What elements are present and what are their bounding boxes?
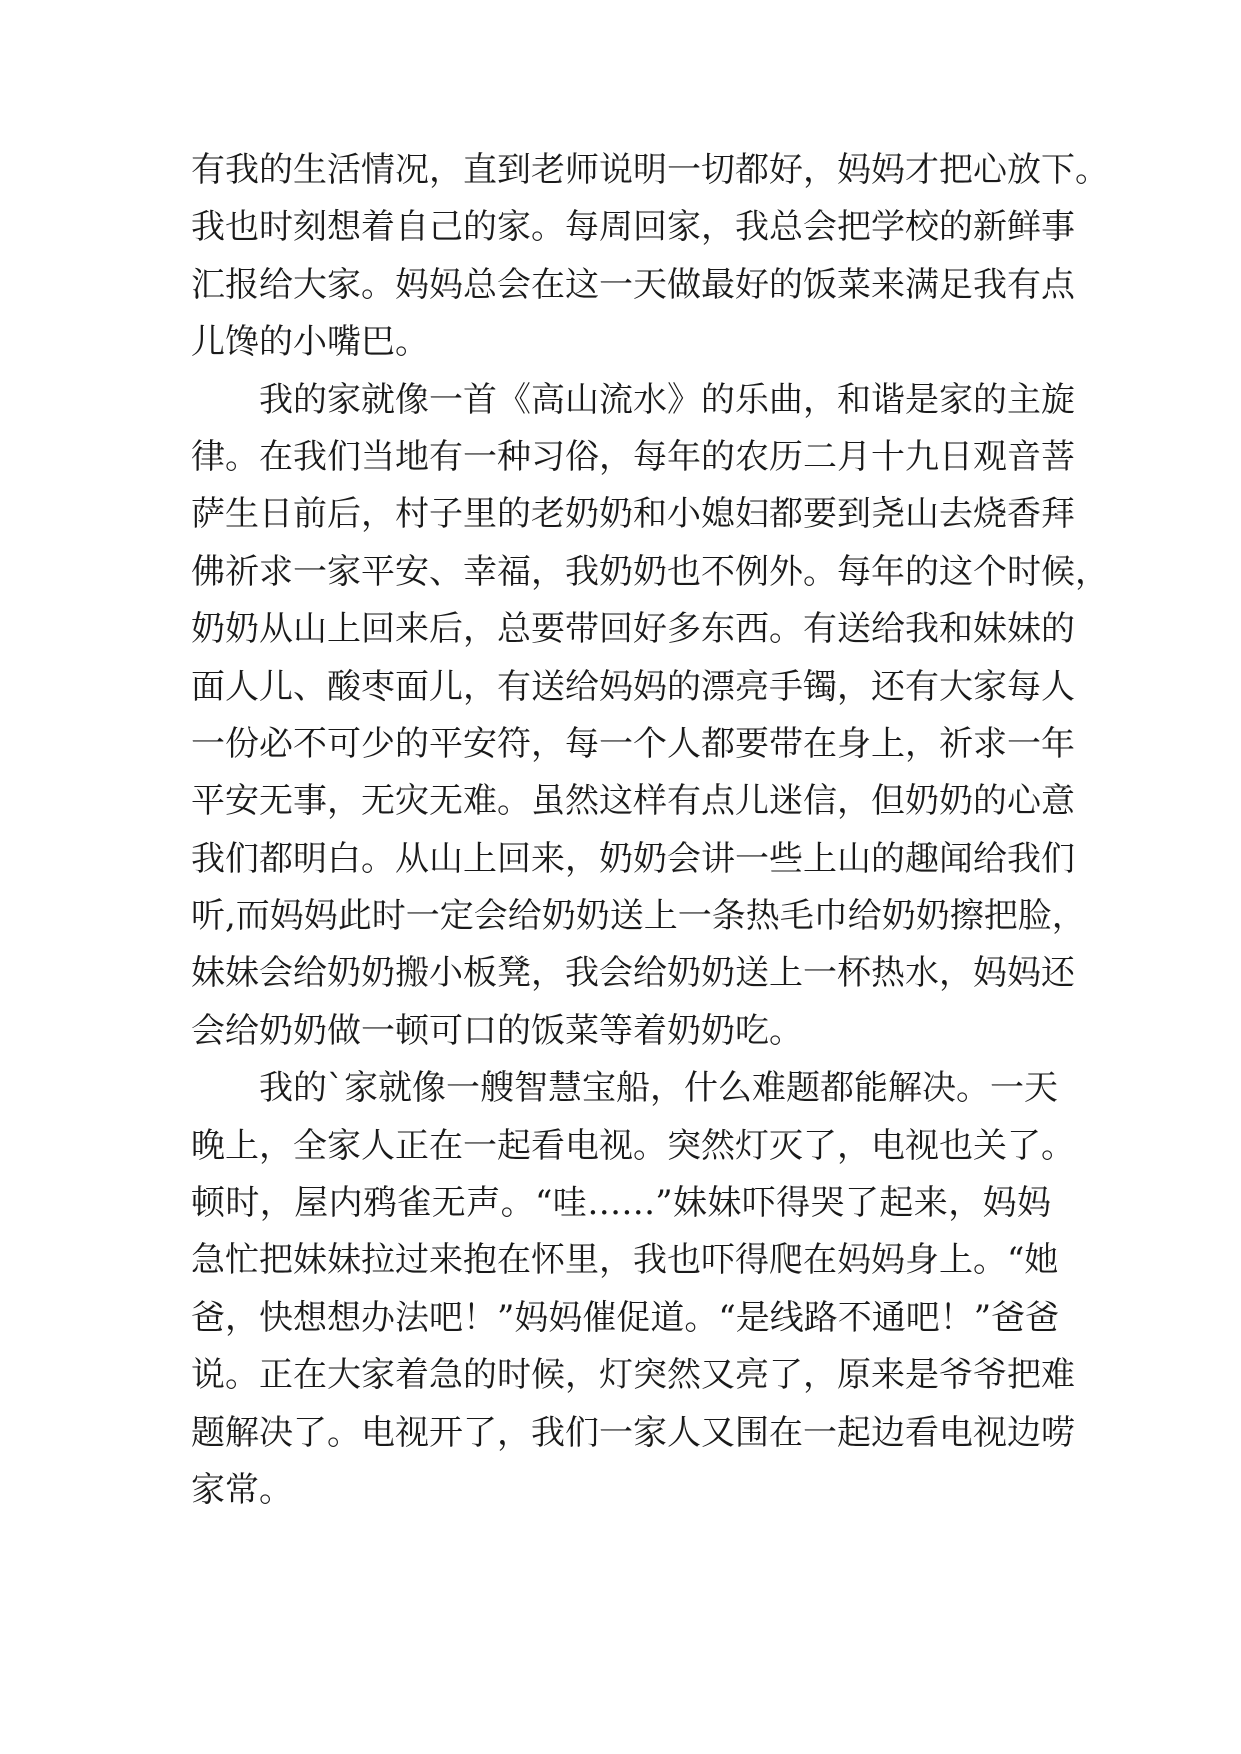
text-line: 一份必不可少的平安符，每一个人都要带在身上，祈求一年 [191,723,1075,764]
paragraph-first-line: 我的`家就像一艘智慧宝船，什么难题都能解决。一天 [259,1068,1058,1109]
text-line: 平安无事，无灾无难。虽然这样有点儿迷信，但奶奶的心意 [191,781,1075,822]
text-line: 急忙把妹妹拉过来抱在怀里，我也吓得爬在妈妈身上。“她 [191,1240,1059,1281]
text-line: 说。正在大家着急的时候，灯突然又亮了，原来是爷爷把难 [191,1355,1075,1396]
text-line: 儿馋的小嘴巴。 [191,322,429,363]
text-line: 爸，快想想办法吧！”妈妈催促道。“是线路不通吧！”爸爸 [191,1297,1060,1338]
paragraph-first-line: 我的家就像一首《高山流水》的乐曲，和谐是家的主旋 [259,379,1075,420]
text-line: 我们都明白。从山上回来，奶奶会讲一些上山的趣闻给我们 [191,838,1075,879]
body-text [191,142,1109,1519]
text-line: 晚上，全家人正在一起看电视。突然灯灭了，电视也关了。 [191,1125,1075,1166]
text-line: 有我的生活情况，直到老师说明一切都好，妈妈才把心放下。 [191,150,1109,190]
text-line: 奶奶从山上回来后，总要带回好多东西。有送给我和妹妹的 [191,609,1075,650]
text-line: 听,而妈妈此时一定会给奶奶送上一条热毛巾给奶奶擦把脸， [191,896,1086,937]
text-line: 题解决了。电视开了，我们一家人又围在一起边看电视边唠 [191,1412,1075,1453]
text-line: 萨生日前后，村子里的老奶奶和小媳妇都要到尧山去烧香拜 [191,494,1075,535]
text-line: 律。在我们当地有一种习俗，每年的农历二月十九日观音菩 [191,436,1075,477]
text-line: 妹妹会给奶奶搬小板凳，我会给奶奶送上一杯热水，妈妈还 [191,953,1075,994]
text-line: 面人儿、酸枣面儿，有送给妈妈的漂亮手镯，还有大家每人 [191,666,1075,707]
text-line: 家常。 [191,1469,293,1510]
text-line: 会给奶奶做一顿可口的饭菜等着奶奶吃。 [191,1010,803,1051]
text-line: 顿时，屋内鸦雀无声。“哇……”妹妹吓得哭了起来，妈妈 [191,1183,1051,1224]
text-line: 汇报给大家。妈妈总会在这一天做最好的饭菜来满足我有点 [191,264,1075,305]
text-line: 我也时刻想着自己的家。每周回家，我总会把学校的新鲜事 [191,207,1075,248]
text-line: 佛祈求一家平安、幸福，我奶奶也不例外。每年的这个时候， [191,551,1109,592]
